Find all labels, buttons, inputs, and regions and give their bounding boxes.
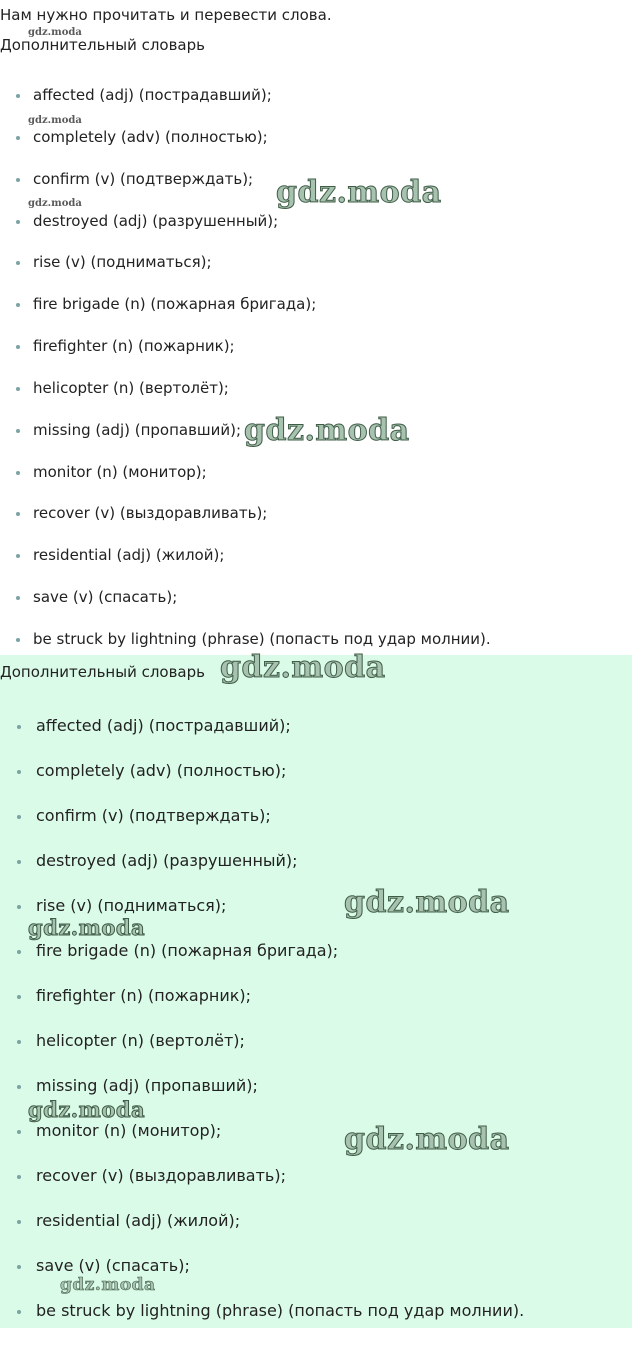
list-item-text: rise (v) (подниматься); bbox=[33, 253, 212, 272]
list-item-text: monitor (n) (монитор); bbox=[33, 462, 207, 481]
list-item bbox=[0, 715, 524, 760]
list-item bbox=[0, 85, 491, 127]
bullet-icon bbox=[17, 1040, 21, 1044]
bullet-icon bbox=[16, 471, 20, 475]
intro-text: Нам нужно прочитать и перевести слова. bbox=[0, 6, 332, 24]
list-item bbox=[0, 294, 491, 336]
list-item-text: residential (adj) (жилой); bbox=[33, 546, 225, 565]
bullet-icon bbox=[16, 596, 20, 600]
vocabulary-list-2 bbox=[0, 715, 524, 1345]
list-item-text: firefighter (n) (пожарник); bbox=[36, 986, 252, 1005]
bullet-icon bbox=[16, 345, 20, 349]
section2-title: Дополнительный словарь bbox=[0, 663, 205, 681]
list-item bbox=[0, 462, 491, 504]
watermark: gdz.moda bbox=[28, 1097, 146, 1122]
bullet-icon bbox=[17, 1085, 21, 1089]
list-item-text: residential (adj) (жилой); bbox=[36, 1211, 241, 1230]
list-item-text: firefighter (n) (пожарник); bbox=[33, 337, 235, 356]
bullet-icon bbox=[16, 554, 20, 558]
list-item bbox=[0, 895, 524, 940]
list-item-text: missing (adj) (пропавший); bbox=[33, 420, 242, 439]
bullet-icon bbox=[16, 136, 20, 140]
list-item-text: save (v) (спасать); bbox=[33, 588, 178, 607]
bullet-icon bbox=[17, 905, 21, 909]
list-item bbox=[0, 336, 491, 378]
watermark: gdz.moda bbox=[28, 198, 82, 209]
list-item-text: fire brigade (n) (пожарная бригада); bbox=[36, 941, 339, 960]
bullet-icon bbox=[16, 220, 20, 224]
bullet-icon bbox=[17, 815, 21, 819]
bullet-icon bbox=[17, 1175, 21, 1179]
list-item bbox=[0, 587, 491, 629]
list-item bbox=[0, 1030, 524, 1075]
list-item-text: be struck by lightning (phrase) (попасть под удар молнии). bbox=[33, 629, 491, 648]
list-item bbox=[0, 1075, 524, 1120]
list-item-text: destroyed (adj) (разрушенный); bbox=[33, 211, 279, 230]
list-item-text: fire brigade (n) (пожарная бригада); bbox=[33, 295, 317, 314]
bullet-icon bbox=[16, 94, 20, 98]
list-item bbox=[0, 1255, 524, 1300]
watermark: gdz.moda bbox=[244, 413, 410, 448]
list-item-text: be struck by lightning (phrase) (попасть под удар молнии). bbox=[36, 1301, 525, 1320]
bullet-icon bbox=[16, 429, 20, 433]
list-item-text: recover (v) (выздоравливать); bbox=[33, 504, 268, 523]
bullet-icon bbox=[17, 725, 21, 729]
list-item bbox=[0, 420, 491, 462]
list-item-text: confirm (v) (подтверждать); bbox=[33, 169, 254, 188]
bullet-icon bbox=[17, 770, 21, 774]
list-item-text: monitor (n) (монитор); bbox=[36, 1121, 222, 1140]
bullet-icon bbox=[16, 512, 20, 516]
vocabulary-list-1 bbox=[0, 85, 491, 671]
list-item-text: recover (v) (выздоравливать); bbox=[36, 1166, 286, 1185]
list-item bbox=[0, 985, 524, 1030]
bullet-icon bbox=[16, 387, 20, 391]
list-item bbox=[0, 760, 524, 805]
bullet-icon bbox=[16, 638, 20, 642]
bullet-icon bbox=[16, 303, 20, 307]
list-item bbox=[0, 252, 491, 294]
list-item-text: completely (adv) (полностью); bbox=[36, 761, 287, 780]
list-item bbox=[0, 127, 491, 169]
watermark: gdz.moda bbox=[60, 1275, 156, 1295]
watermark: gdz.moda bbox=[344, 885, 510, 920]
list-item bbox=[0, 503, 491, 545]
list-item-text: confirm (v) (подтверждать); bbox=[36, 806, 271, 825]
bullet-icon bbox=[17, 860, 21, 864]
watermark: gdz.moda bbox=[28, 115, 82, 126]
list-item bbox=[0, 1165, 524, 1210]
list-item bbox=[0, 1210, 524, 1255]
watermark: gdz.moda bbox=[344, 1122, 510, 1157]
list-item-text: save (v) (спасать); bbox=[36, 1256, 190, 1275]
bullet-icon bbox=[17, 950, 21, 954]
list-item bbox=[0, 940, 524, 985]
list-item bbox=[0, 211, 491, 253]
list-item bbox=[0, 850, 524, 895]
bullet-icon bbox=[17, 1310, 21, 1314]
bullet-icon bbox=[17, 1220, 21, 1224]
list-item-text: missing (adj) (пропавший); bbox=[36, 1076, 258, 1095]
list-item bbox=[0, 1300, 524, 1345]
bullet-icon bbox=[16, 261, 20, 265]
list-item-text: destroyed (adj) (разрушенный); bbox=[36, 851, 298, 870]
watermark: gdz.moda bbox=[28, 915, 146, 940]
bullet-icon bbox=[16, 178, 20, 182]
list-item bbox=[0, 545, 491, 587]
list-item-text: helicopter (n) (вертолёт); bbox=[33, 378, 229, 397]
list-item-text: completely (adv) (полностью); bbox=[33, 127, 268, 146]
list-item bbox=[0, 378, 491, 420]
bullet-icon bbox=[17, 995, 21, 999]
list-item-text: rise (v) (подниматься); bbox=[36, 896, 227, 915]
list-item bbox=[0, 805, 524, 850]
list-item-text: affected (adj) (пострадавший); bbox=[33, 86, 272, 104]
bullet-icon bbox=[17, 1130, 21, 1134]
list-item-text: helicopter (n) (вертолёт); bbox=[36, 1031, 245, 1050]
list-item-text: affected (adj) (пострадавший); bbox=[36, 716, 291, 735]
watermark: gdz.moda bbox=[28, 27, 82, 38]
watermark: gdz.moda bbox=[220, 650, 386, 685]
list-item bbox=[0, 169, 491, 211]
list-item bbox=[0, 1120, 524, 1165]
bullet-icon bbox=[17, 1265, 21, 1269]
watermark: gdz.moda bbox=[276, 175, 442, 210]
section1-title: Дополнительный словарь bbox=[0, 36, 205, 54]
